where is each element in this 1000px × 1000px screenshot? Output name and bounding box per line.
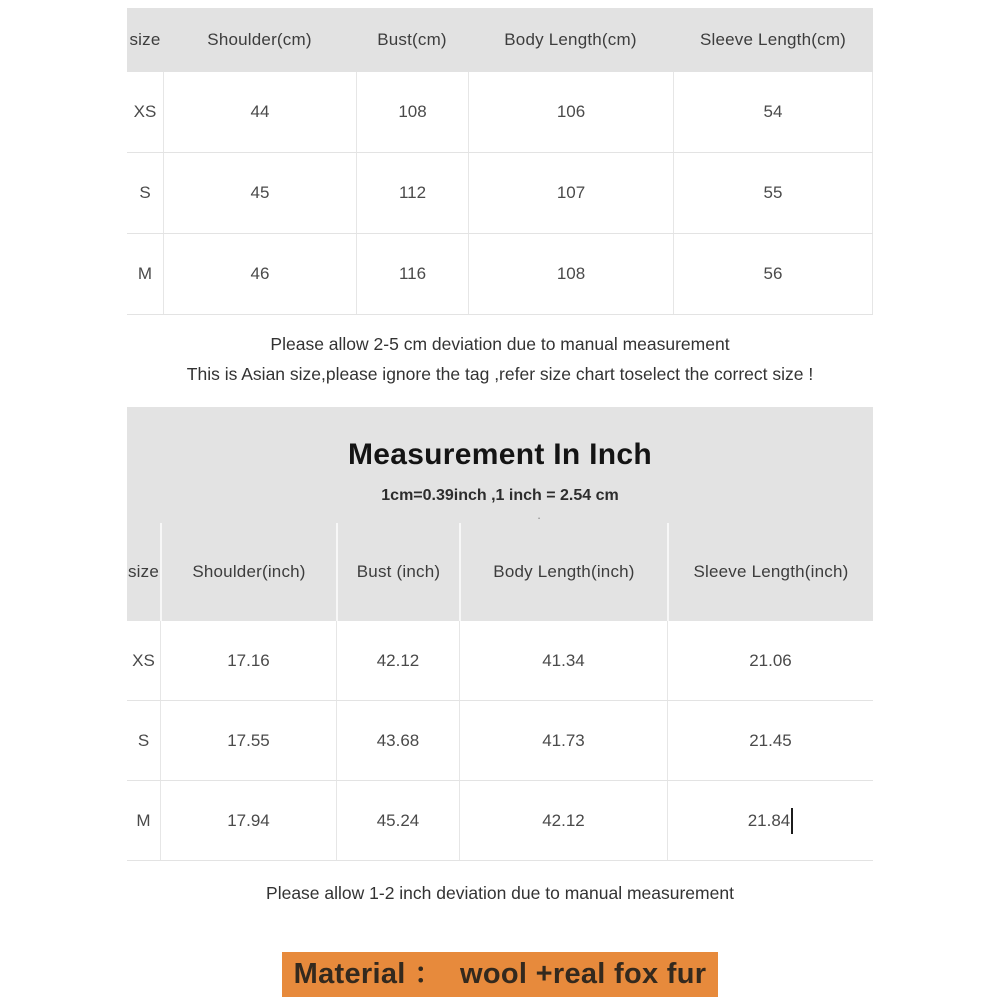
table-cell: 44 xyxy=(163,72,356,152)
cm-notes xyxy=(127,329,873,389)
table-cell: 106 xyxy=(468,72,673,152)
table-cell: XS xyxy=(132,650,155,670)
cm-header-shoulder: Shoulder(cm) xyxy=(207,30,312,49)
cm-header-sleeve-length: Sleeve Length(cm) xyxy=(699,30,847,49)
table-cell: XS xyxy=(133,102,157,121)
table-cell: 54 xyxy=(673,72,873,152)
table-cell: 41.34 xyxy=(459,621,667,700)
inch-section xyxy=(127,407,873,621)
table-cell: 42.12 xyxy=(336,621,459,700)
cm-deviation-note: Please allow 2-5 cm deviation due to manual measurement xyxy=(270,334,730,354)
inch-header-bust: Bust (inch) xyxy=(336,523,459,621)
table-row-m xyxy=(127,781,873,861)
cm-size-table xyxy=(127,8,873,315)
inch-header-size: size xyxy=(127,562,160,581)
table-cell: 56 xyxy=(673,234,873,314)
table-cell: 21.06 xyxy=(667,621,873,700)
inch-header-sleeve-length: Sleeve Length(inch) xyxy=(667,523,873,621)
table-cell: 108 xyxy=(356,72,468,152)
cm-header-bust: Bust(cm) xyxy=(377,30,447,49)
size-chart-image xyxy=(127,8,873,997)
table-row-xs xyxy=(127,72,873,153)
table-cell: 42.12 xyxy=(459,781,667,860)
table-row-s xyxy=(127,153,873,234)
material-banner xyxy=(127,952,873,997)
table-cell: 55 xyxy=(673,153,873,233)
table-cell: 45.24 xyxy=(336,781,459,860)
table-cell: S xyxy=(139,183,151,202)
table-cell: 108 xyxy=(468,234,673,314)
table-cell: M xyxy=(137,264,153,283)
stray-dot: . xyxy=(537,507,541,522)
table-cell: 21.45 xyxy=(667,701,873,780)
table-cell: S xyxy=(137,730,150,750)
table-cell: 17.94 xyxy=(160,781,336,860)
cm-header-body-length: Body Length(cm) xyxy=(504,30,637,49)
inch-table-header-row xyxy=(127,523,873,621)
table-cell-value: 21.84 xyxy=(747,810,791,830)
table-cell: 43.68 xyxy=(336,701,459,780)
cm-table-body xyxy=(127,72,873,315)
inch-deviation-note: Please allow 1-2 inch deviation due to manual measurement xyxy=(266,883,734,903)
table-cell: 17.55 xyxy=(160,701,336,780)
table-cell: 46 xyxy=(163,234,356,314)
table-cell: 116 xyxy=(356,234,468,314)
cm-table-header-row xyxy=(127,8,873,72)
material-text: Material ： wool +real fox fur xyxy=(282,952,719,997)
asian-size-note: This is Asian size,please ignore the tag ,refer size chart toselect the correct size ! xyxy=(186,364,814,384)
inch-header-shoulder: Shoulder(inch) xyxy=(160,523,336,621)
table-cell xyxy=(667,781,873,860)
table-cell: 112 xyxy=(356,153,468,233)
table-cell: 17.16 xyxy=(160,621,336,700)
text-cursor xyxy=(791,808,793,834)
table-cell: M xyxy=(136,810,151,830)
table-row-xs xyxy=(127,621,873,701)
table-cell: 107 xyxy=(468,153,673,233)
conversion-note: 1cm=0.39inch ,1 inch = 2.54 cm xyxy=(381,487,619,504)
inch-header-body-length: Body Length(inch) xyxy=(459,523,667,621)
table-row-m xyxy=(127,234,873,315)
table-cell: 45 xyxy=(163,153,356,233)
cm-header-size: size xyxy=(129,30,161,49)
table-cell: 41.73 xyxy=(459,701,667,780)
table-row-s xyxy=(127,701,873,781)
inch-section-title: Measurement In Inch xyxy=(347,438,653,471)
inch-table-body xyxy=(127,621,873,861)
